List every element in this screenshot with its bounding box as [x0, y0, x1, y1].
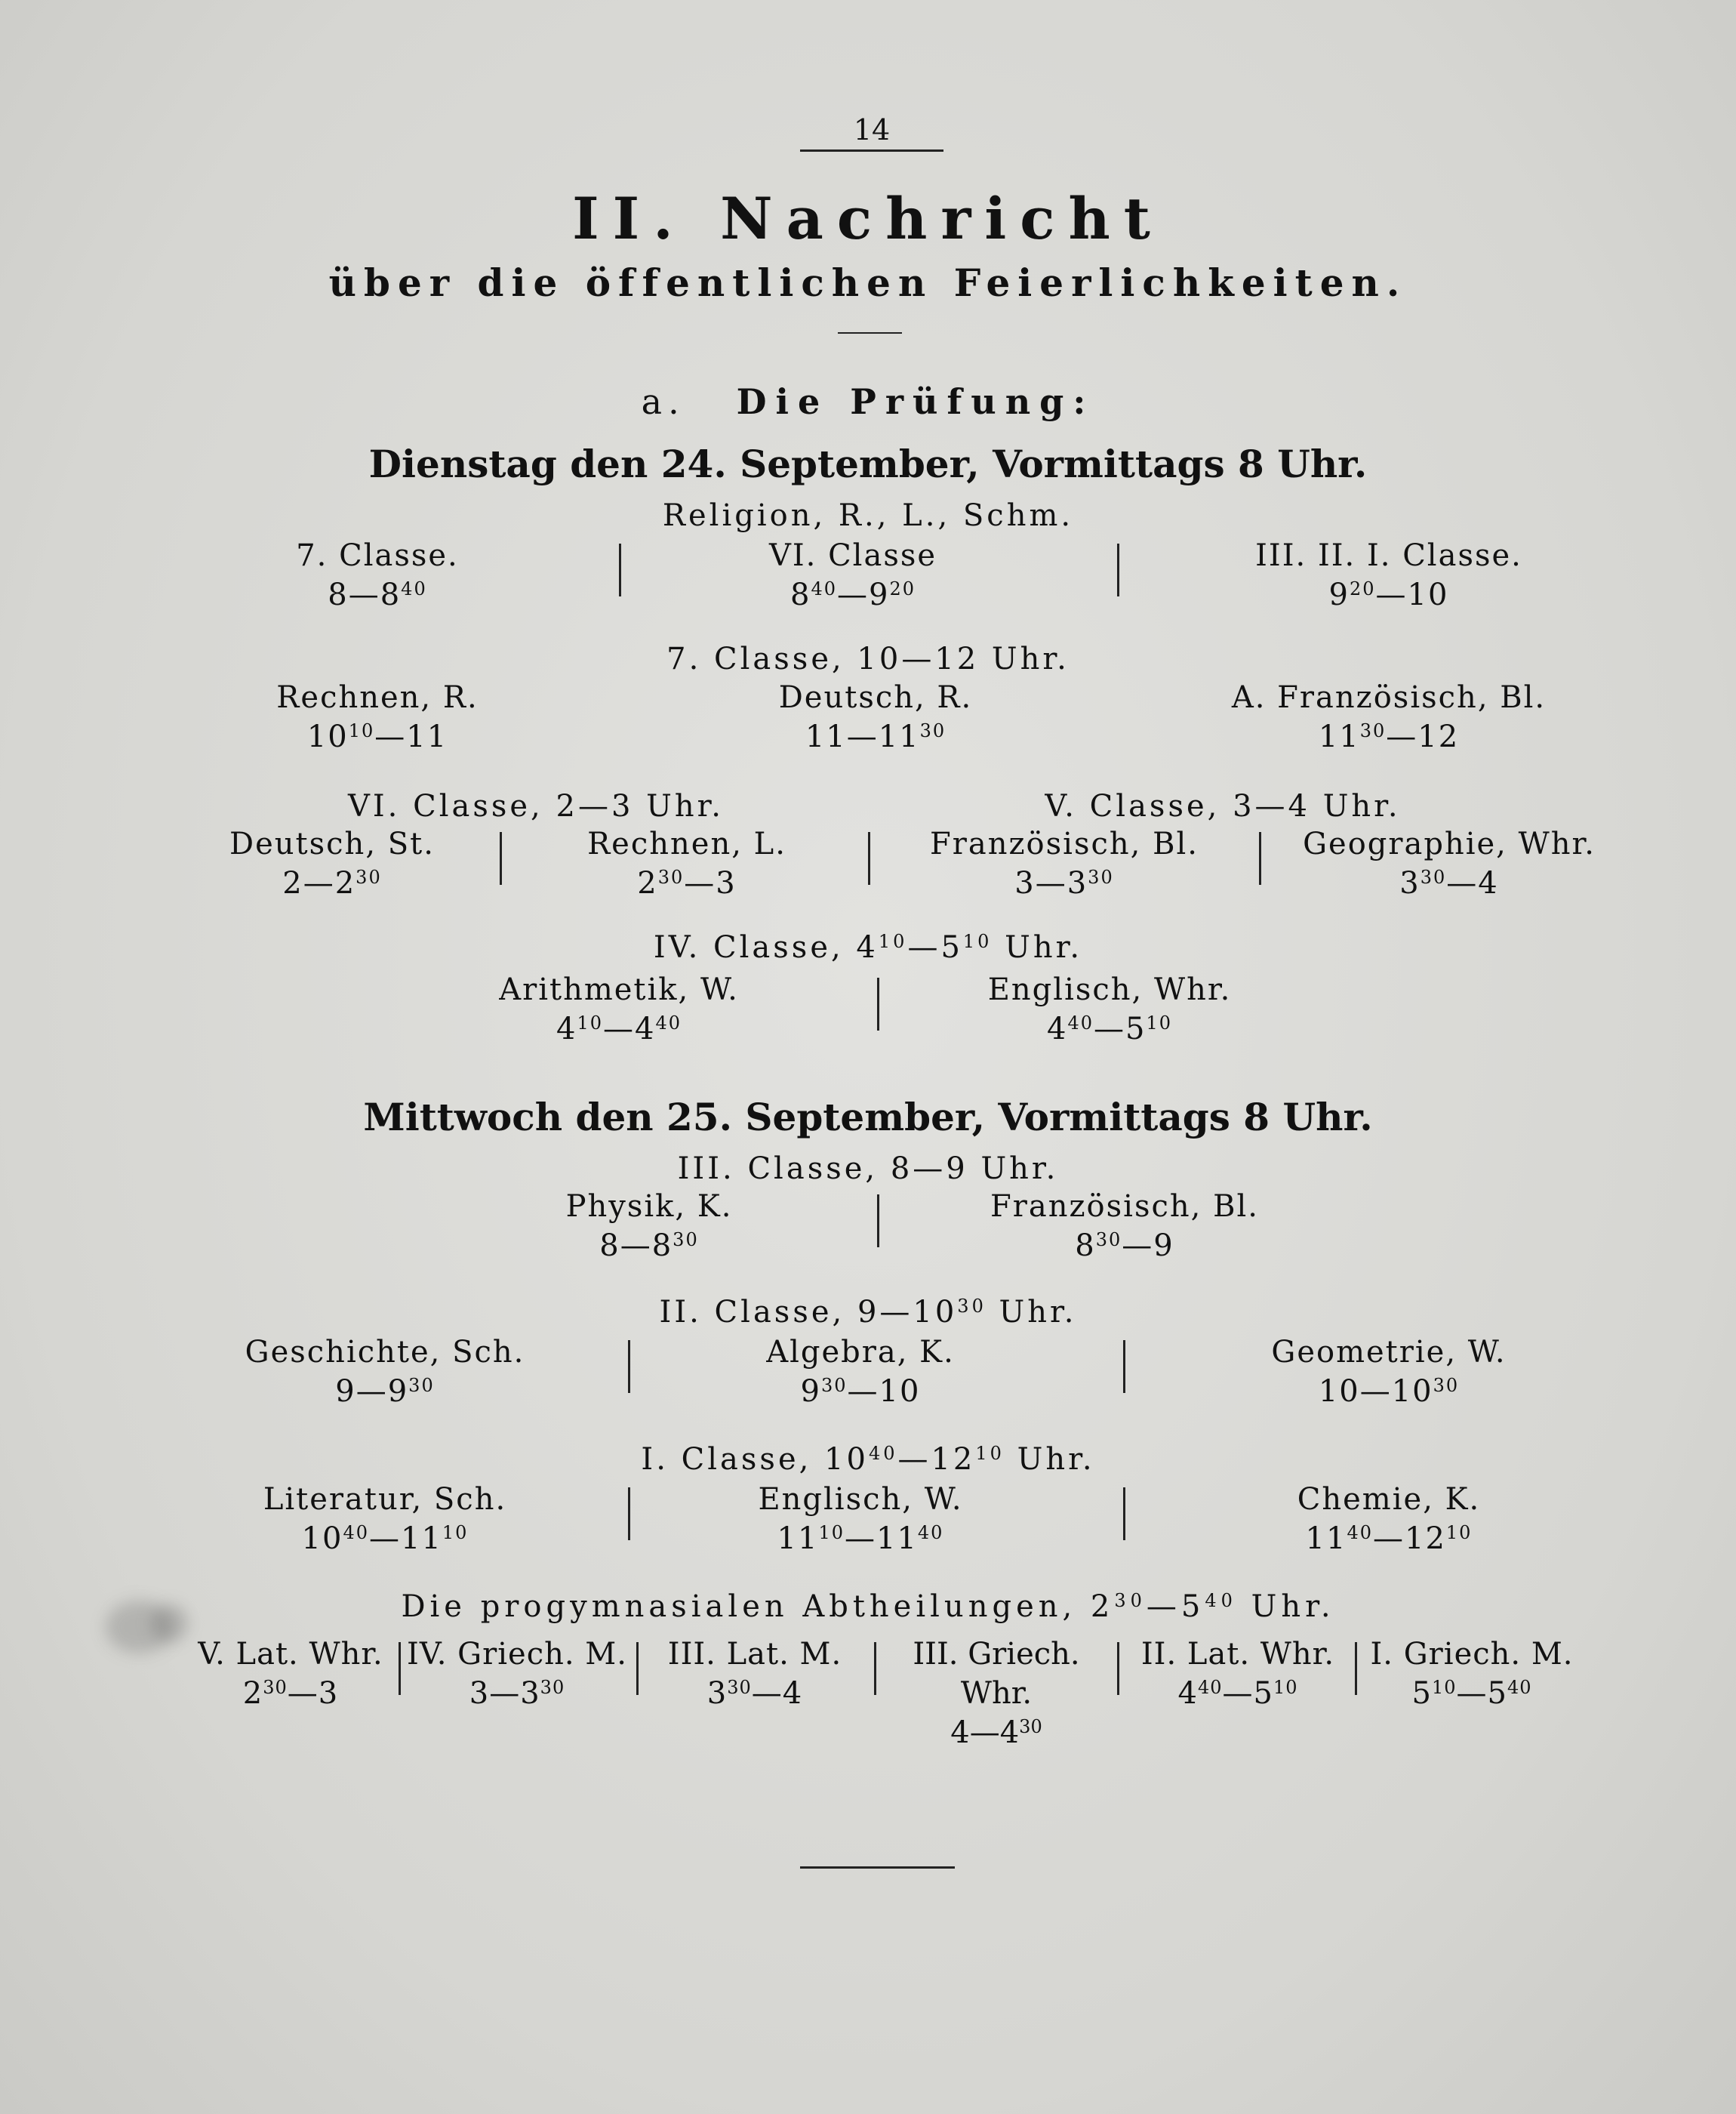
cell-subject: 7. Classe.: [296, 538, 459, 573]
cell-time: $11—11^{30}$: [805, 720, 946, 754]
column-divider: [1117, 1642, 1119, 1695]
class-header: II. Classe, $9—10^{30}$ Uhr.: [659, 1295, 1077, 1330]
cell-subject: Rechnen, R.: [276, 680, 479, 715]
cell-time: $3—3^{30}$: [1014, 866, 1114, 901]
schedule-cell: [404, 1635, 630, 1713]
cell-time: $9—9^{30}$: [335, 1374, 435, 1409]
column-divider: [868, 832, 870, 885]
column-divider: [399, 1642, 401, 1695]
schedule-cell: [181, 824, 483, 903]
schedule-cell: [1208, 536, 1570, 615]
schedule-cell: [891, 824, 1238, 903]
cell-subject: Französisch, Bl.: [990, 1189, 1259, 1224]
cell-subject: III. Lat. M.: [667, 1637, 842, 1672]
schedule-cell: [1268, 824, 1630, 903]
cell-subject: I. Griech. M.: [1370, 1637, 1574, 1672]
section-title: II. Nachricht: [572, 185, 1164, 252]
cell-subject: Englisch, Whr.: [987, 972, 1232, 1007]
column-divider: [619, 544, 621, 596]
cell-time: $10—10^{30}$: [1318, 1374, 1460, 1409]
cell-subject: Rechnen, L.: [587, 827, 786, 861]
column-divider: [877, 978, 879, 1031]
cell-subject: Chemie, K.: [1297, 1482, 1481, 1517]
part-label: a.: [641, 381, 685, 422]
cell-time: $10^{10}—11$: [306, 720, 448, 754]
part-title: Die Prüfung:: [736, 381, 1095, 422]
column-divider: [1123, 1340, 1125, 1393]
schedule-cell: [702, 536, 1004, 615]
class-header: 7. Classe, 10—12 Uhr.: [666, 642, 1070, 676]
schedule-cell: [181, 1635, 400, 1713]
cell-time: $10^{40}—11^{10}$: [301, 1521, 469, 1556]
schedule-cell: [702, 1480, 1019, 1558]
schedule-cell: [226, 536, 528, 615]
cell-subject: Physik, K.: [565, 1189, 733, 1224]
class-header: IV. Classe, $4^{10}—5^{10}$ Uhr.: [653, 930, 1083, 965]
schedule-cell: [211, 678, 543, 757]
column-divider: [628, 1487, 630, 1540]
cell-time: $11^{40}—12^{10}$: [1305, 1521, 1473, 1556]
schedule-cell: [211, 1333, 559, 1411]
cell-time: $4^{40}—5^{10}$: [1047, 1012, 1172, 1046]
column-divider: [877, 1194, 879, 1247]
cell-subject: Geographie, Whr.: [1303, 827, 1596, 861]
cell-subject: Deutsch, St.: [229, 827, 435, 861]
schedule-cell: [951, 1187, 1298, 1265]
cell-subject: III. II. I. Classe.: [1255, 538, 1522, 573]
schedule-cell: [1359, 1635, 1585, 1713]
class-header-left: VI. Classe, 2—3 Uhr.: [347, 789, 725, 824]
short-rule: [838, 332, 902, 334]
cell-subject: Geschichte, Sch.: [245, 1335, 525, 1370]
schedule-cell: [1125, 1635, 1351, 1713]
cell-subject: Geometrie, W.: [1271, 1335, 1507, 1370]
cell-time: $3—3^{30}$: [469, 1676, 565, 1711]
schedule-cell: [1223, 1333, 1555, 1411]
schedule-cell: [1223, 1480, 1555, 1558]
cell-time: $4—4^{30}$: [950, 1715, 1042, 1750]
cell-time: $2—2^{30}$: [282, 866, 382, 901]
column-divider: [1355, 1642, 1357, 1695]
column-divider: [1259, 832, 1261, 885]
cell-subject: A. Französisch, Bl.: [1231, 680, 1547, 715]
cell-time: $8^{40}—9^{20}$: [790, 578, 916, 612]
cell-subject: Arithmetik, W.: [499, 972, 739, 1007]
cell-time: $11^{30}—12$: [1318, 720, 1460, 754]
cell-subject: Literatur, Sch.: [263, 1482, 507, 1517]
class-header: I. Classe, $10^{40}—12^{10}$ Uhr.: [641, 1442, 1095, 1477]
cell-time: $3^{30}—4$: [706, 1676, 803, 1711]
class-header: III. Classe, 8—9 Uhr.: [677, 1151, 1059, 1186]
cell-time: $8^{30}—9$: [1075, 1228, 1174, 1263]
class-header-right: V. Classe, 3—4 Uhr.: [1045, 789, 1401, 824]
schedule-cell: [951, 970, 1268, 1049]
schedule-cell: [528, 824, 845, 903]
cell-time: $8—8^{30}$: [599, 1228, 699, 1263]
cell-time: $4^{10}—4^{40}$: [556, 1012, 682, 1046]
cell-subject: Französisch, Bl.: [930, 827, 1199, 861]
section-subtitle: über die öffentlichen Feierlichkeiten.: [328, 260, 1408, 305]
cell-subject: III. Griech. Whr.: [913, 1637, 1080, 1711]
religion-header: Religion, R., L., Schm.: [662, 498, 1074, 533]
end-rule: [800, 1866, 955, 1869]
cell-time: $8—8^{40}$: [328, 578, 427, 612]
cell-time: $4^{40}—5^{10}$: [1177, 1676, 1298, 1711]
cell-time: $9^{20}—10$: [1328, 578, 1449, 612]
progym-header: Die progymnasialen Abtheilungen, $2^{30}—5^{40}$ Uhr.: [401, 1589, 1335, 1624]
day2-title: Mittwoch den 25. September, Vormittags 8 Uhr.: [363, 1095, 1373, 1139]
schedule-cell: [1170, 678, 1608, 757]
schedule-cell: [226, 1480, 543, 1558]
cell-time: $2^{30}—3$: [242, 1676, 339, 1711]
cell-subject: IV. Griech. M.: [407, 1637, 627, 1672]
column-divider: [636, 1642, 639, 1695]
cell-time: $11^{10}—11^{40}$: [777, 1521, 944, 1556]
part-heading: [0, 381, 1736, 422]
cell-time: $3^{30}—4$: [1399, 866, 1499, 901]
page-number: 14: [853, 113, 891, 146]
cell-subject: Deutsch, R.: [778, 680, 973, 715]
day1-title: Dienstag den 24. September, Vormittags 8 Uhr.: [368, 442, 1368, 486]
column-divider: [500, 832, 502, 885]
schedule-cell: [468, 970, 770, 1049]
cell-subject: Englisch, W.: [758, 1482, 963, 1517]
schedule-cell: [709, 678, 1042, 757]
schedule-cell: [702, 1333, 1019, 1411]
cell-subject: II. Lat. Whr.: [1140, 1637, 1335, 1672]
page-number-rule: [800, 149, 943, 152]
schedule-cell: [876, 1635, 1117, 1752]
schedule-cell: [498, 1187, 800, 1265]
column-divider: [1117, 544, 1119, 596]
cell-time: $2^{30}—3$: [637, 866, 737, 901]
column-divider: [628, 1340, 630, 1393]
schedule-cell: [645, 1635, 864, 1713]
column-divider: [1123, 1487, 1125, 1540]
cell-subject: VI. Classe: [768, 538, 937, 573]
cell-time: $9^{30}—10$: [800, 1374, 921, 1409]
cell-subject: V. Lat. Whr.: [198, 1637, 383, 1672]
cell-time: $5^{10}—5^{40}$: [1411, 1676, 1532, 1711]
cell-subject: Algebra, K.: [766, 1335, 955, 1370]
